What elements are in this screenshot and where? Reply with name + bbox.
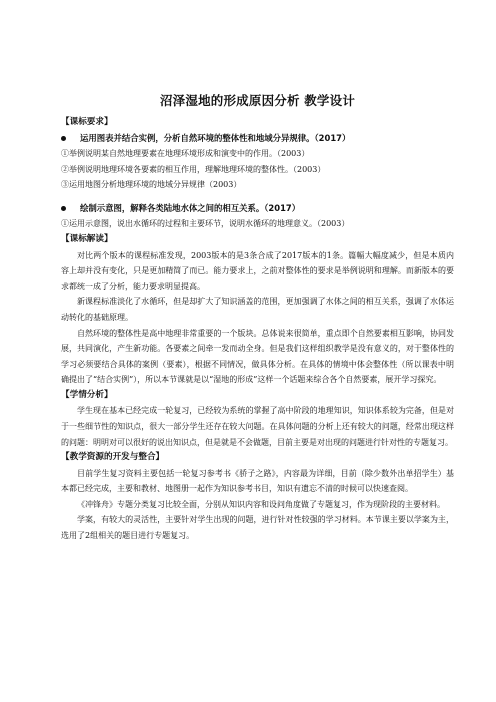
learners-paragraph: 学生现在基本已经完成一轮复习，已经较为系统的掌握了高中阶段的地理知识，知识体系较为完备，但是对于一些细节性的知识点，很大一部分学生还存在较大问题。在具体问题的分析上还有较大的问题，经常出现这样的问题：明明对可以很好的说出知识点，但是就是不会做题，目前主要是对出现的问题进行针对性的专题复习。 — [61, 406, 454, 447]
interpretation-paragraph: 新课程标准淡化了水循环，但是却扩大了知识涵盖的范围，更加强调了水体之间的相互关系，强调了水体运动转化的基础原理。 — [61, 297, 454, 322]
standards-bullet-2 — [61, 201, 454, 217]
page-title: 沼泽湿地的形成原因分析 教学设计 — [159, 93, 356, 108]
resources-paragraph: 学案，有较大的灵活性，主要针对学生出现的问题，进行针对性较强的学习材料。本节课主要以学案为主，选用了2组相关的题目进行专题复习。 — [61, 515, 454, 541]
bullet-dot-icon — [61, 136, 66, 141]
standards-item: ①运用示意图，说出水循环的过程和主要环节，说明水循环的地理意义。（2003） — [61, 219, 350, 229]
standards-item: ②举例说明地理环境各要素的相互作用，理解地理环境的整体性。（2003） — [61, 164, 326, 174]
standards-bullet-1 — [61, 131, 454, 147]
resources-paragraph: 目前学生复习资料主要包括一轮复习参考书《骄子之路》，内容最为详细，目前（除少数外出单招学生）基本都已经完成，主要和教材、地图册一起作为知识参考书目，知识有遗忘不清的时候可以快速查阅。 — [61, 468, 454, 494]
section-heading-learners: 【学情分析】 — [61, 389, 113, 400]
resources-paragraph: 《冲锋舟》专题分类复习比较全面，分别从知识内容和设问角度做了专题复习，作为现阶段的主要材料。 — [77, 499, 445, 509]
standards-bullet-1-text: 运用图表并结合实例，分析自然环境的整体性和地域分异规律。（2017） — [80, 132, 351, 143]
standards-bullet-2-text: 绘制示意图，解释各类陆地水体之间的相互关系。（2017） — [80, 202, 301, 213]
interpretation-paragraph: 自然环境的整体性是高中地理非常重要的一个版块。总体说来很简单，重点即个自然要素相互影响，协同发展，共同演化，产生新功能。各要素之间牵一发而动全身。但是我们这样组织教学是没有意义的，对于整体性的学习必须要结合具体的案例（要素），根据不同情况，做具体分析。在具体的情境中体会整体性（所以课表中明确提出了“结合实例”），所以本节课就是以“湿地的形成”这样一个话题来综合各个自然要素，展开学习探究。 — [61, 328, 454, 385]
standards-item: ①举例说明某自然地理要素在地理环境形成和演变中的作用。（2003） — [61, 149, 310, 159]
standards-item: ③运用地图分析地理环境的地域分异规律（2003） — [61, 180, 242, 190]
bullet-dot-icon — [61, 206, 66, 211]
section-heading-resources: 【教学资源的开发与整合】 — [61, 452, 165, 463]
interpretation-paragraph: 对比两个版本的课程标准发现，2003版本的是3条合成了2017版本的1条。篇幅大幅度减少，但是本质内容上却并没有变化，只是更加精简了而已。能力要求上，之前对整体性的要求是举例说明和理解。而新版本的要求都统一成了分析，能力要求明显提高。 — [61, 250, 454, 291]
section-heading-interpretation: 【课标解读】 — [61, 234, 113, 245]
section-heading-standards: 【课标要求】 — [61, 117, 113, 127]
